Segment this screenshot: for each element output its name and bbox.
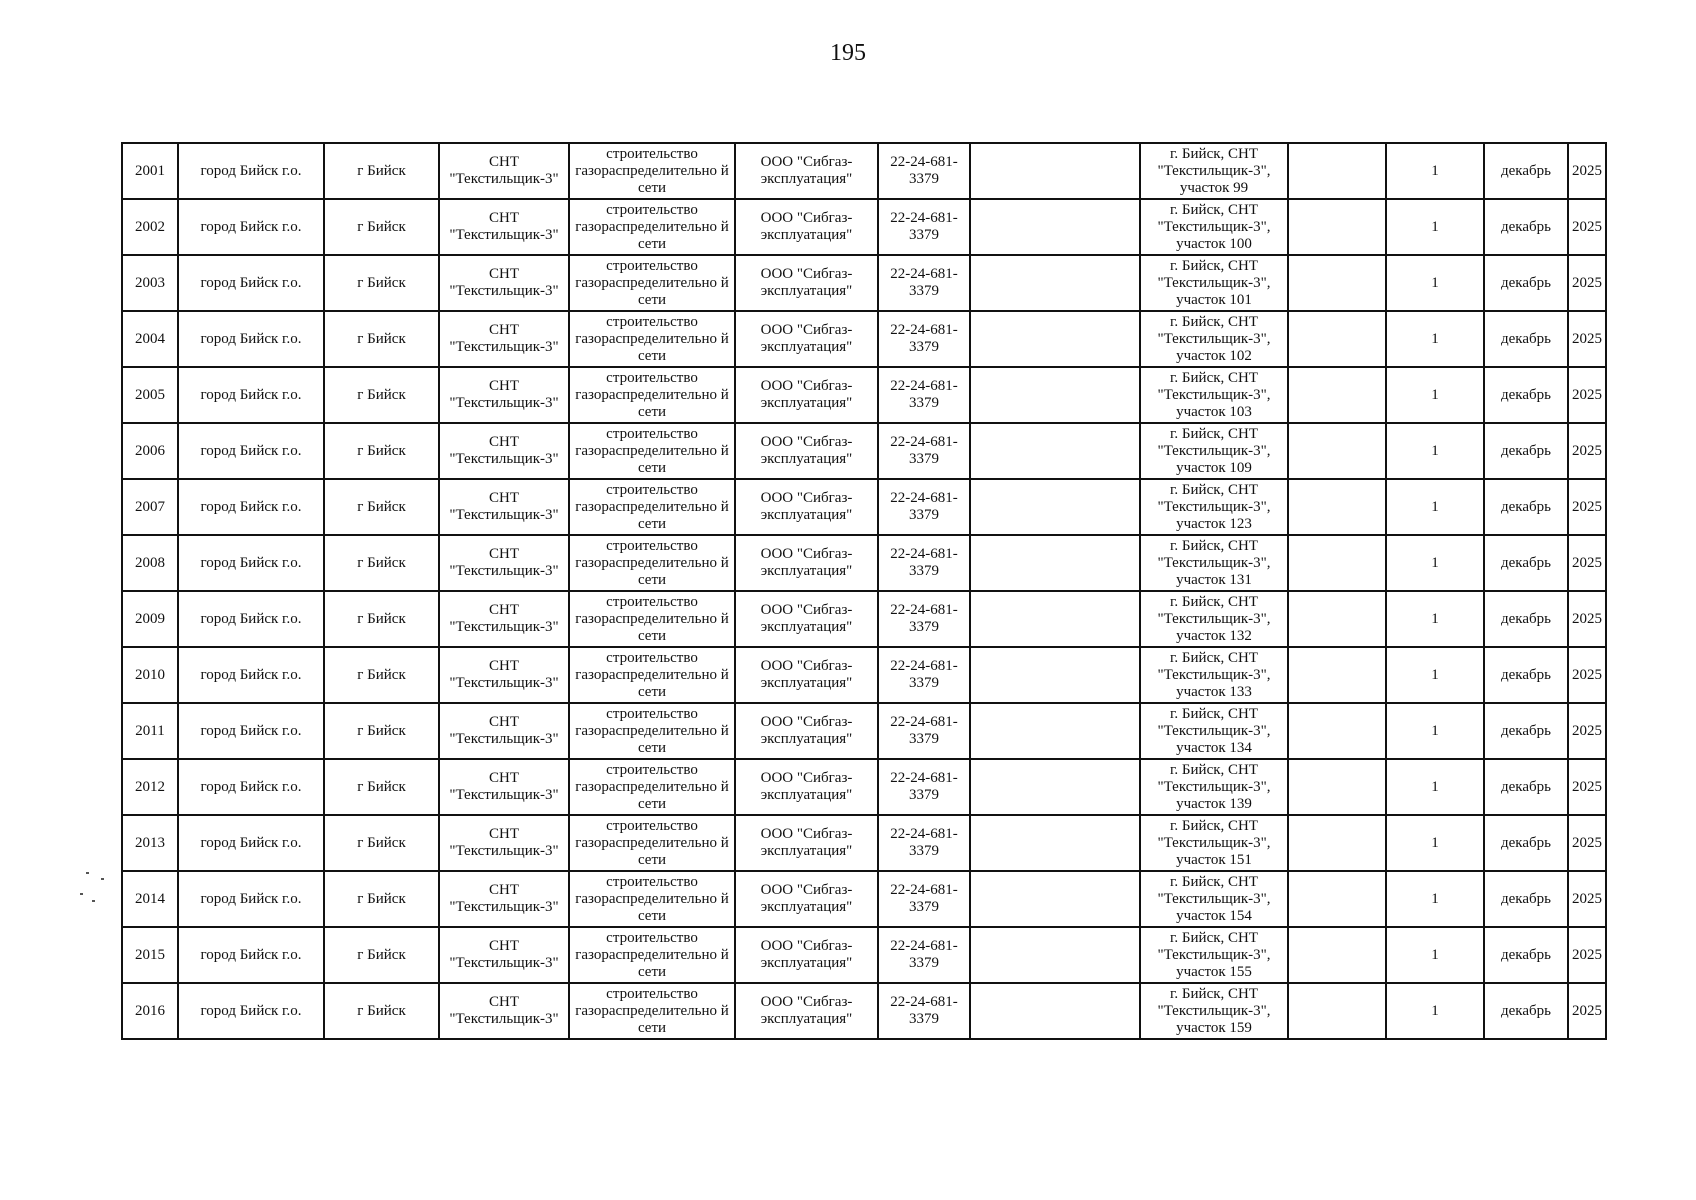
- quantity-cell: 1: [1386, 983, 1484, 1039]
- code-cell: 22-24-681-3379: [878, 423, 970, 479]
- year-cell: 2025: [1568, 311, 1606, 367]
- month-cell: декабрь: [1484, 871, 1568, 927]
- work-type-cell: строительство газораспределительно й сети: [569, 815, 735, 871]
- row-number-cell: 2009: [122, 591, 178, 647]
- work-type-cell: строительство газораспределительно й сети: [569, 703, 735, 759]
- work-type-cell: строительство газораспределительно й сети: [569, 647, 735, 703]
- organization-cell: ООО "Сибгаз-эксплуатация": [735, 591, 878, 647]
- district-cell: город Бийск г.о.: [178, 703, 324, 759]
- city-cell: г Бийск: [324, 871, 439, 927]
- table-row: [122, 255, 1606, 311]
- address-cell: г. Бийск, СНТ "Текстильщик-3", участок 109: [1140, 423, 1288, 479]
- row-number-cell: 2001: [122, 143, 178, 199]
- empty-cell: [1288, 759, 1386, 815]
- empty-cell: [970, 367, 1140, 423]
- empty-cell: [1288, 143, 1386, 199]
- address-cell: г. Бийск, СНТ "Текстильщик-3", участок 159: [1140, 983, 1288, 1039]
- empty-cell: [1288, 535, 1386, 591]
- district-cell: город Бийск г.о.: [178, 479, 324, 535]
- organization-cell: ООО "Сибгаз-эксплуатация": [735, 759, 878, 815]
- empty-cell: [970, 479, 1140, 535]
- city-cell: г Бийск: [324, 983, 439, 1039]
- month-cell: декабрь: [1484, 815, 1568, 871]
- work-type-cell: строительство газораспределительно й сети: [569, 255, 735, 311]
- organization-cell: ООО "Сибгаз-эксплуатация": [735, 535, 878, 591]
- code-cell: 22-24-681-3379: [878, 815, 970, 871]
- year-cell: 2025: [1568, 983, 1606, 1039]
- year-cell: 2025: [1568, 703, 1606, 759]
- address-cell: г. Бийск, СНТ "Текстильщик-3", участок 103: [1140, 367, 1288, 423]
- year-cell: 2025: [1568, 647, 1606, 703]
- snt-cell: СНТ "Текстильщик-3": [439, 535, 569, 591]
- empty-cell: [970, 423, 1140, 479]
- empty-cell: [1288, 647, 1386, 703]
- row-number-cell: 2016: [122, 983, 178, 1039]
- month-cell: декабрь: [1484, 423, 1568, 479]
- table-row: [122, 367, 1606, 423]
- empty-cell: [1288, 871, 1386, 927]
- code-cell: 22-24-681-3379: [878, 479, 970, 535]
- empty-cell: [970, 983, 1140, 1039]
- row-number-cell: 2013: [122, 815, 178, 871]
- city-cell: г Бийск: [324, 255, 439, 311]
- snt-cell: СНТ "Текстильщик-3": [439, 815, 569, 871]
- address-cell: г. Бийск, СНТ "Текстильщик-3", участок 102: [1140, 311, 1288, 367]
- organization-cell: ООО "Сибгаз-эксплуатация": [735, 479, 878, 535]
- quantity-cell: 1: [1386, 367, 1484, 423]
- work-type-cell: строительство газораспределительно й сети: [569, 479, 735, 535]
- row-number-cell: 2010: [122, 647, 178, 703]
- quantity-cell: 1: [1386, 199, 1484, 255]
- address-cell: г. Бийск, СНТ "Текстильщик-3", участок 99: [1140, 143, 1288, 199]
- year-cell: 2025: [1568, 199, 1606, 255]
- row-number-cell: 2014: [122, 871, 178, 927]
- quantity-cell: 1: [1386, 423, 1484, 479]
- work-type-cell: строительство газораспределительно й сети: [569, 535, 735, 591]
- work-type-cell: строительство газораспределительно й сети: [569, 143, 735, 199]
- work-type-cell: строительство газораспределительно й сети: [569, 871, 735, 927]
- year-cell: 2025: [1568, 759, 1606, 815]
- snt-cell: СНТ "Текстильщик-3": [439, 927, 569, 983]
- empty-cell: [970, 143, 1140, 199]
- snt-cell: СНТ "Текстильщик-3": [439, 703, 569, 759]
- empty-cell: [970, 927, 1140, 983]
- table-row: [122, 647, 1606, 703]
- row-number-cell: 2006: [122, 423, 178, 479]
- district-cell: город Бийск г.о.: [178, 199, 324, 255]
- district-cell: город Бийск г.о.: [178, 983, 324, 1039]
- city-cell: г Бийск: [324, 367, 439, 423]
- year-cell: 2025: [1568, 479, 1606, 535]
- year-cell: 2025: [1568, 535, 1606, 591]
- snt-cell: СНТ "Текстильщик-3": [439, 647, 569, 703]
- table-row: [122, 983, 1606, 1039]
- row-number-cell: 2004: [122, 311, 178, 367]
- year-cell: 2025: [1568, 143, 1606, 199]
- table-row: [122, 535, 1606, 591]
- table-row: [122, 927, 1606, 983]
- table-row: [122, 703, 1606, 759]
- city-cell: г Бийск: [324, 759, 439, 815]
- month-cell: декабрь: [1484, 367, 1568, 423]
- district-cell: город Бийск г.о.: [178, 367, 324, 423]
- table-row: [122, 479, 1606, 535]
- year-cell: 2025: [1568, 255, 1606, 311]
- address-cell: г. Бийск, СНТ "Текстильщик-3", участок 139: [1140, 759, 1288, 815]
- snt-cell: СНТ "Текстильщик-3": [439, 479, 569, 535]
- empty-cell: [970, 647, 1140, 703]
- organization-cell: ООО "Сибгаз-эксплуатация": [735, 871, 878, 927]
- empty-cell: [1288, 479, 1386, 535]
- quantity-cell: 1: [1386, 815, 1484, 871]
- row-number-cell: 2012: [122, 759, 178, 815]
- table-row: [122, 143, 1606, 199]
- empty-cell: [1288, 983, 1386, 1039]
- month-cell: декабрь: [1484, 311, 1568, 367]
- work-type-cell: строительство газораспределительно й сети: [569, 927, 735, 983]
- row-number-cell: 2015: [122, 927, 178, 983]
- address-cell: г. Бийск, СНТ "Текстильщик-3", участок 133: [1140, 647, 1288, 703]
- snt-cell: СНТ "Текстильщик-3": [439, 199, 569, 255]
- code-cell: 22-24-681-3379: [878, 143, 970, 199]
- city-cell: г Бийск: [324, 591, 439, 647]
- address-cell: г. Бийск, СНТ "Текстильщик-3", участок 155: [1140, 927, 1288, 983]
- work-type-cell: строительство газораспределительно й сети: [569, 983, 735, 1039]
- row-number-cell: 2005: [122, 367, 178, 423]
- district-cell: город Бийск г.о.: [178, 871, 324, 927]
- district-cell: город Бийск г.о.: [178, 759, 324, 815]
- gas-connection-table: [121, 142, 1607, 1040]
- empty-cell: [1288, 423, 1386, 479]
- organization-cell: ООО "Сибгаз-эксплуатация": [735, 983, 878, 1039]
- district-cell: город Бийск г.о.: [178, 311, 324, 367]
- month-cell: декабрь: [1484, 199, 1568, 255]
- month-cell: декабрь: [1484, 591, 1568, 647]
- snt-cell: СНТ "Текстильщик-3": [439, 871, 569, 927]
- city-cell: г Бийск: [324, 199, 439, 255]
- code-cell: 22-24-681-3379: [878, 255, 970, 311]
- month-cell: декабрь: [1484, 927, 1568, 983]
- address-cell: г. Бийск, СНТ "Текстильщик-3", участок 134: [1140, 703, 1288, 759]
- work-type-cell: строительство газораспределительно й сети: [569, 199, 735, 255]
- city-cell: г Бийск: [324, 815, 439, 871]
- month-cell: декабрь: [1484, 535, 1568, 591]
- code-cell: 22-24-681-3379: [878, 647, 970, 703]
- district-cell: город Бийск г.о.: [178, 255, 324, 311]
- organization-cell: ООО "Сибгаз-эксплуатация": [735, 815, 878, 871]
- city-cell: г Бийск: [324, 311, 439, 367]
- city-cell: г Бийск: [324, 423, 439, 479]
- city-cell: г Бийск: [324, 143, 439, 199]
- year-cell: 2025: [1568, 591, 1606, 647]
- district-cell: город Бийск г.о.: [178, 423, 324, 479]
- empty-cell: [1288, 815, 1386, 871]
- snt-cell: СНТ "Текстильщик-3": [439, 423, 569, 479]
- code-cell: 22-24-681-3379: [878, 591, 970, 647]
- table-row: [122, 759, 1606, 815]
- row-number-cell: 2008: [122, 535, 178, 591]
- row-number-cell: 2011: [122, 703, 178, 759]
- work-type-cell: строительство газораспределительно й сети: [569, 759, 735, 815]
- code-cell: 22-24-681-3379: [878, 927, 970, 983]
- month-cell: декабрь: [1484, 479, 1568, 535]
- month-cell: декабрь: [1484, 703, 1568, 759]
- row-number-cell: 2007: [122, 479, 178, 535]
- empty-cell: [970, 703, 1140, 759]
- address-cell: г. Бийск, СНТ "Текстильщик-3", участок 132: [1140, 591, 1288, 647]
- address-cell: г. Бийск, СНТ "Текстильщик-3", участок 151: [1140, 815, 1288, 871]
- snt-cell: СНТ "Текстильщик-3": [439, 759, 569, 815]
- month-cell: декабрь: [1484, 647, 1568, 703]
- quantity-cell: 1: [1386, 479, 1484, 535]
- quantity-cell: 1: [1386, 647, 1484, 703]
- quantity-cell: 1: [1386, 759, 1484, 815]
- empty-cell: [1288, 311, 1386, 367]
- address-cell: г. Бийск, СНТ "Текстильщик-3", участок 131: [1140, 535, 1288, 591]
- table-body: [122, 143, 1606, 1039]
- table-row: [122, 423, 1606, 479]
- table-row: [122, 199, 1606, 255]
- district-cell: город Бийск г.о.: [178, 143, 324, 199]
- scan-artifact: [101, 878, 104, 880]
- empty-cell: [1288, 367, 1386, 423]
- district-cell: город Бийск г.о.: [178, 535, 324, 591]
- quantity-cell: 1: [1386, 591, 1484, 647]
- scan-artifact: [80, 893, 83, 895]
- organization-cell: ООО "Сибгаз-эксплуатация": [735, 367, 878, 423]
- city-cell: г Бийск: [324, 703, 439, 759]
- city-cell: г Бийск: [324, 479, 439, 535]
- code-cell: 22-24-681-3379: [878, 983, 970, 1039]
- empty-cell: [970, 199, 1140, 255]
- district-cell: город Бийск г.о.: [178, 927, 324, 983]
- organization-cell: ООО "Сибгаз-эксплуатация": [735, 927, 878, 983]
- organization-cell: ООО "Сибгаз-эксплуатация": [735, 703, 878, 759]
- year-cell: 2025: [1568, 367, 1606, 423]
- empty-cell: [970, 311, 1140, 367]
- quantity-cell: 1: [1386, 143, 1484, 199]
- table-row: [122, 591, 1606, 647]
- code-cell: 22-24-681-3379: [878, 535, 970, 591]
- district-cell: город Бийск г.о.: [178, 591, 324, 647]
- row-number-cell: 2002: [122, 199, 178, 255]
- scan-artifact: [92, 900, 95, 902]
- code-cell: 22-24-681-3379: [878, 311, 970, 367]
- empty-cell: [1288, 703, 1386, 759]
- code-cell: 22-24-681-3379: [878, 703, 970, 759]
- month-cell: декабрь: [1484, 143, 1568, 199]
- city-cell: г Бийск: [324, 927, 439, 983]
- code-cell: 22-24-681-3379: [878, 871, 970, 927]
- address-cell: г. Бийск, СНТ "Текстильщик-3", участок 154: [1140, 871, 1288, 927]
- empty-cell: [1288, 255, 1386, 311]
- organization-cell: ООО "Сибгаз-эксплуатация": [735, 311, 878, 367]
- code-cell: 22-24-681-3379: [878, 199, 970, 255]
- city-cell: г Бийск: [324, 535, 439, 591]
- snt-cell: СНТ "Текстильщик-3": [439, 311, 569, 367]
- snt-cell: СНТ "Текстильщик-3": [439, 983, 569, 1039]
- work-type-cell: строительство газораспределительно й сети: [569, 591, 735, 647]
- row-number-cell: 2003: [122, 255, 178, 311]
- city-cell: г Бийск: [324, 647, 439, 703]
- scan-artifact: [86, 872, 89, 874]
- organization-cell: ООО "Сибгаз-эксплуатация": [735, 255, 878, 311]
- table-row: [122, 815, 1606, 871]
- year-cell: 2025: [1568, 927, 1606, 983]
- district-cell: город Бийск г.о.: [178, 815, 324, 871]
- quantity-cell: 1: [1386, 703, 1484, 759]
- quantity-cell: 1: [1386, 255, 1484, 311]
- month-cell: декабрь: [1484, 759, 1568, 815]
- empty-cell: [1288, 199, 1386, 255]
- address-cell: г. Бийск, СНТ "Текстильщик-3", участок 101: [1140, 255, 1288, 311]
- code-cell: 22-24-681-3379: [878, 759, 970, 815]
- organization-cell: ООО "Сибгаз-эксплуатация": [735, 423, 878, 479]
- snt-cell: СНТ "Текстильщик-3": [439, 143, 569, 199]
- table-row: [122, 871, 1606, 927]
- empty-cell: [1288, 927, 1386, 983]
- district-cell: город Бийск г.о.: [178, 647, 324, 703]
- work-type-cell: строительство газораспределительно й сети: [569, 311, 735, 367]
- month-cell: декабрь: [1484, 983, 1568, 1039]
- year-cell: 2025: [1568, 423, 1606, 479]
- year-cell: 2025: [1568, 815, 1606, 871]
- empty-cell: [970, 535, 1140, 591]
- page-number: 195: [830, 40, 866, 66]
- year-cell: 2025: [1568, 871, 1606, 927]
- empty-cell: [970, 815, 1140, 871]
- empty-cell: [970, 255, 1140, 311]
- organization-cell: ООО "Сибгаз-эксплуатация": [735, 199, 878, 255]
- work-type-cell: строительство газораспределительно й сети: [569, 367, 735, 423]
- month-cell: декабрь: [1484, 255, 1568, 311]
- quantity-cell: 1: [1386, 927, 1484, 983]
- snt-cell: СНТ "Текстильщик-3": [439, 255, 569, 311]
- empty-cell: [970, 871, 1140, 927]
- work-type-cell: строительство газораспределительно й сети: [569, 423, 735, 479]
- code-cell: 22-24-681-3379: [878, 367, 970, 423]
- snt-cell: СНТ "Текстильщик-3": [439, 367, 569, 423]
- snt-cell: СНТ "Текстильщик-3": [439, 591, 569, 647]
- address-cell: г. Бийск, СНТ "Текстильщик-3", участок 123: [1140, 479, 1288, 535]
- quantity-cell: 1: [1386, 311, 1484, 367]
- address-cell: г. Бийск, СНТ "Текстильщик-3", участок 100: [1140, 199, 1288, 255]
- table-row: [122, 311, 1606, 367]
- quantity-cell: 1: [1386, 535, 1484, 591]
- organization-cell: ООО "Сибгаз-эксплуатация": [735, 647, 878, 703]
- empty-cell: [1288, 591, 1386, 647]
- organization-cell: ООО "Сибгаз-эксплуатация": [735, 143, 878, 199]
- quantity-cell: 1: [1386, 871, 1484, 927]
- empty-cell: [970, 759, 1140, 815]
- empty-cell: [970, 591, 1140, 647]
